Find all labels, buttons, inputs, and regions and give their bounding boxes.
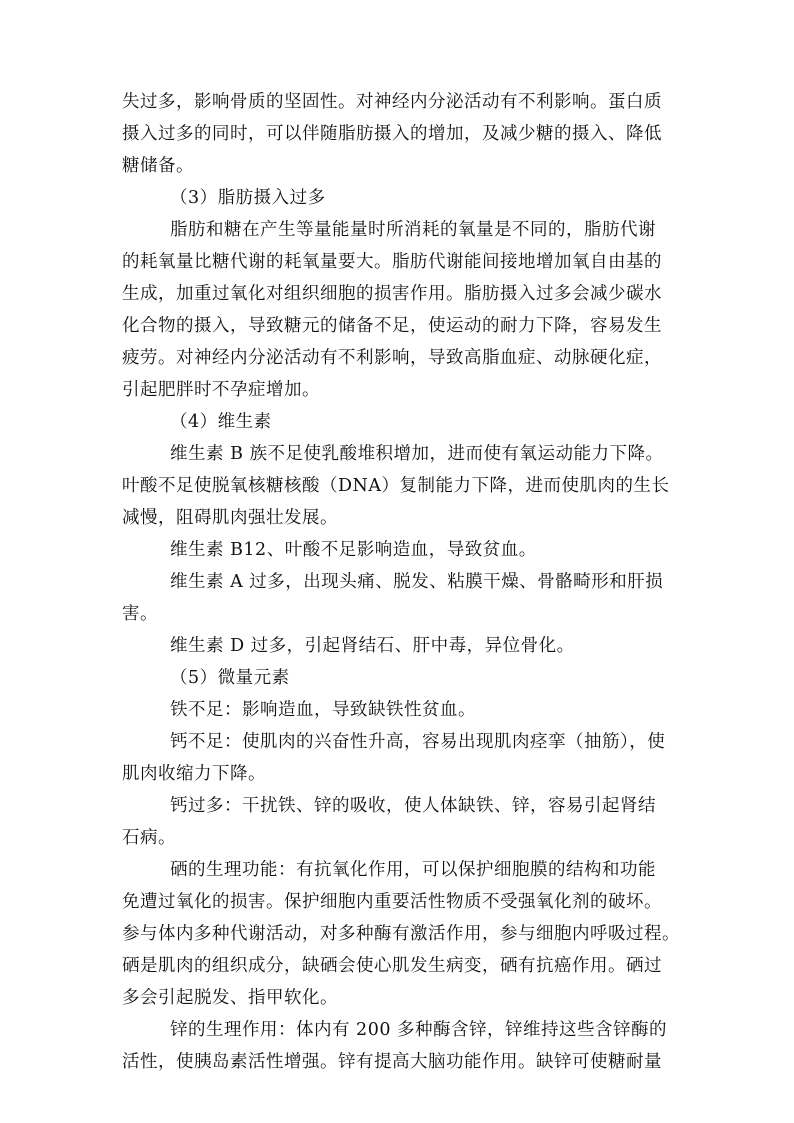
text-line: 维生素 A 过多，出现头痛、脱发、粘膜干燥、骨骼畸形和肝损 — [170, 572, 664, 592]
text-line: （3）脂肪摄入过多 — [170, 188, 326, 208]
text-line: 参与体内多种代谢活动，对多种酶有激活作用，参与细胞内呼吸过程。 — [122, 924, 680, 944]
text-line: 生成，加重过氧化对组织细胞的损害作用。脂肪摄入过多会减少碳水 — [122, 284, 662, 304]
text-line: 化合物的摄入，导致糖元的储备不足，使运动的耐力下降，容易发生 — [122, 316, 662, 336]
text-line: 疲劳。对神经内分泌活动有不利影响，导致高脂血症、动脉硬化症， — [122, 348, 662, 368]
text-line: 免遭过氧化的损害。保护细胞内重要活性物质不受强氧化剂的破坏。 — [122, 892, 662, 912]
text-line: 脂肪和糖在产生等量能量时所消耗的氧量是不同的，脂肪代谢 — [170, 220, 656, 240]
text-line: 减慢，阻碍肌肉强壮发展。 — [122, 508, 338, 528]
text-line: 糖储备。 — [122, 156, 194, 176]
text-line: 的耗氧量比糖代谢的耗氧量要大。脂肪代谢能间接地增加氧自由基的 — [122, 252, 662, 272]
text-line: 害。 — [122, 604, 158, 624]
text-line: 维生素 D 过多，引起肾结石、肝中毒，异位骨化。 — [170, 636, 575, 656]
text-line: 锌的生理作用：体内有 200 多种酶含锌，锌维持这些含锌酶的 — [170, 1020, 668, 1040]
text-line: 多会引起脱发、指甲软化。 — [122, 988, 338, 1008]
text-line: 硒的生理功能：有抗氧化作用，可以保护细胞膜的结构和功能 — [170, 860, 656, 880]
text-line: 钙过多：干扰铁、锌的吸收，使人体缺铁、锌，容易引起肾结 — [170, 796, 656, 816]
text-line: 失过多，影响骨质的坚固性。对神经内分泌活动有不利影响。蛋白质 — [122, 92, 662, 112]
text-line: 叶酸不足使脱氧核糖核酸（DNA）复制能力下降，进而使肌肉的生长 — [122, 476, 670, 496]
text-line: 摄入过多的同时，可以伴随脂肪摄入的增加，及减少糖的摄入、降低 — [122, 124, 662, 144]
text-line: 活性，使胰岛素活性增强。锌有提高大脑功能作用。缺锌可使糖耐量 — [122, 1052, 662, 1072]
text-line: 引起肥胖时不孕症增加。 — [122, 380, 320, 400]
text-line: 维生素 B 族不足使乳酸堆积增加，进而使有氧运动能力下降。 — [170, 444, 664, 464]
text-line: 肌肉收缩力下降。 — [122, 764, 266, 784]
text-line: （4）维生素 — [170, 412, 272, 432]
text-line: 硒是肌肉的组织成分，缺硒会使心肌发生病变，硒有抗癌作用。硒过 — [122, 956, 662, 976]
text-line: 钙不足：使肌肉的兴奋性升高，容易出现肌肉痉挛（抽筋），使 — [170, 732, 666, 752]
text-line: 石病。 — [122, 828, 176, 848]
text-line: 铁不足：影响造血，导致缺铁性贫血。 — [170, 700, 476, 720]
text-line: （5）微量元素 — [170, 668, 290, 688]
text-line: 维生素 B12、叶酸不足影响造血，导致贫血。 — [170, 540, 537, 560]
body-text — [122, 86, 682, 1078]
